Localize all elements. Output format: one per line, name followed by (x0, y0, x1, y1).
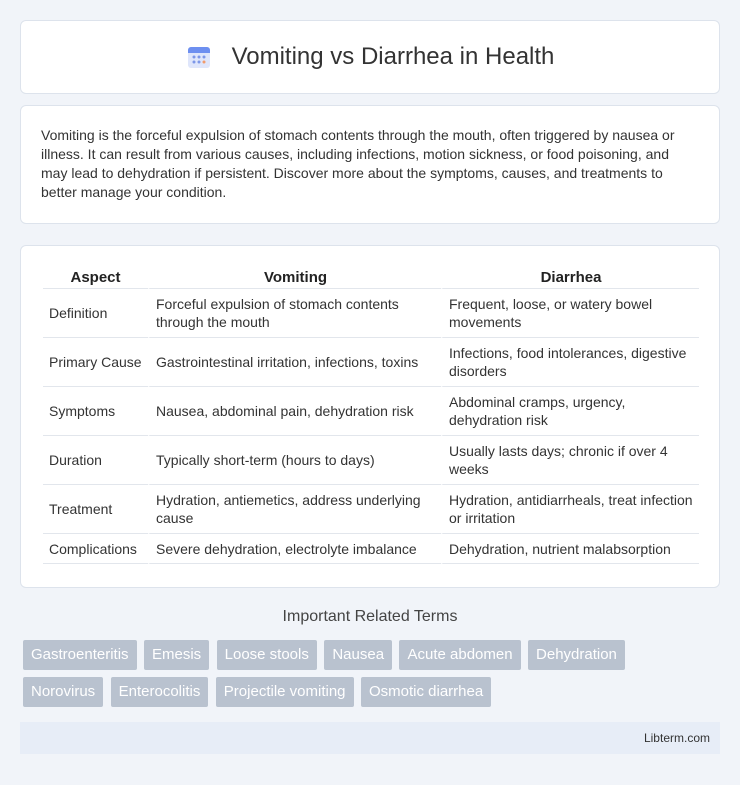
page-title: Vomiting vs Diarrhea in Health (231, 43, 555, 70)
related-terms-title: Important Related Terms (282, 608, 458, 625)
row-aspect: Treatment (43, 485, 148, 534)
footer-site-link[interactable]: Libterm.com (643, 731, 710, 745)
related-term-tag[interactable]: Projectile vomiting (216, 677, 354, 707)
related-term-tag[interactable]: Gastroenteritis (23, 640, 137, 670)
table-row (43, 387, 699, 436)
row-aspect: Duration (43, 436, 148, 485)
row-diarrhea: Abdominal cramps, urgency, dehydration risk (441, 387, 699, 436)
related-term-tag[interactable]: Nausea (324, 640, 392, 670)
related-term-tag[interactable]: Enterocolitis (111, 677, 209, 707)
row-vomiting: Hydration, antiemetics, address underlying cause (148, 485, 441, 534)
related-term-tag[interactable]: Norovirus (23, 677, 103, 707)
comparison-card (20, 245, 720, 588)
row-vomiting: Gastrointestinal irritation, infections, toxins (148, 338, 441, 387)
related-term-tag[interactable]: Dehydration (528, 640, 625, 670)
table-row (43, 534, 699, 564)
related-terms-list (23, 640, 713, 714)
row-vomiting: Severe dehydration, electrolyte imbalance (148, 534, 441, 564)
related-term-tag[interactable]: Loose stools (217, 640, 317, 670)
table-row (43, 338, 699, 387)
row-aspect: Symptoms (43, 387, 148, 436)
header-vomiting: Vomiting (148, 266, 441, 289)
header-aspect: Aspect (43, 266, 148, 289)
footer (20, 722, 720, 754)
header-diarrhea: Diarrhea (441, 266, 699, 289)
comparison-table (43, 266, 699, 564)
row-diarrhea: Hydration, antidiarrheals, treat infection or irritation (441, 485, 699, 534)
header-card (20, 20, 720, 94)
row-aspect: Complications (43, 534, 148, 564)
row-vomiting: Typically short-term (hours to days) (148, 436, 441, 485)
row-diarrhea: Dehydration, nutrient malabsorption (441, 534, 699, 564)
row-aspect: Definition (43, 289, 148, 338)
row-diarrhea: Frequent, loose, or watery bowel movements (441, 289, 699, 338)
related-term-tag[interactable]: Osmotic diarrhea (361, 677, 491, 707)
table-row (43, 289, 699, 338)
row-vomiting: Nausea, abdominal pain, dehydration risk (148, 387, 441, 436)
row-vomiting: Forceful expulsion of stomach contents through the mouth (148, 289, 441, 338)
related-term-tag[interactable]: Acute abdomen (399, 640, 520, 670)
related-term-tag[interactable]: Emesis (144, 640, 209, 670)
intro-card (20, 105, 720, 224)
table-header-row (43, 266, 699, 289)
row-diarrhea: Infections, food intolerances, digestive disorders (441, 338, 699, 387)
table-row (43, 436, 699, 485)
row-aspect: Primary Cause (43, 338, 148, 387)
row-diarrhea: Usually lasts days; chronic if over 4 weeks (441, 436, 699, 485)
table-row (43, 485, 699, 534)
calendar-icon (186, 44, 212, 70)
intro-text: Vomiting is the forceful expulsion of stomach contents through the mouth, often triggered by nausea or illness. It can result from various causes, including infections, motion sickness, or food poisoning, and may lead to dehydration if persistent. Discover more about the symptoms, causes, and treatments to better manage your condition. (41, 127, 675, 200)
